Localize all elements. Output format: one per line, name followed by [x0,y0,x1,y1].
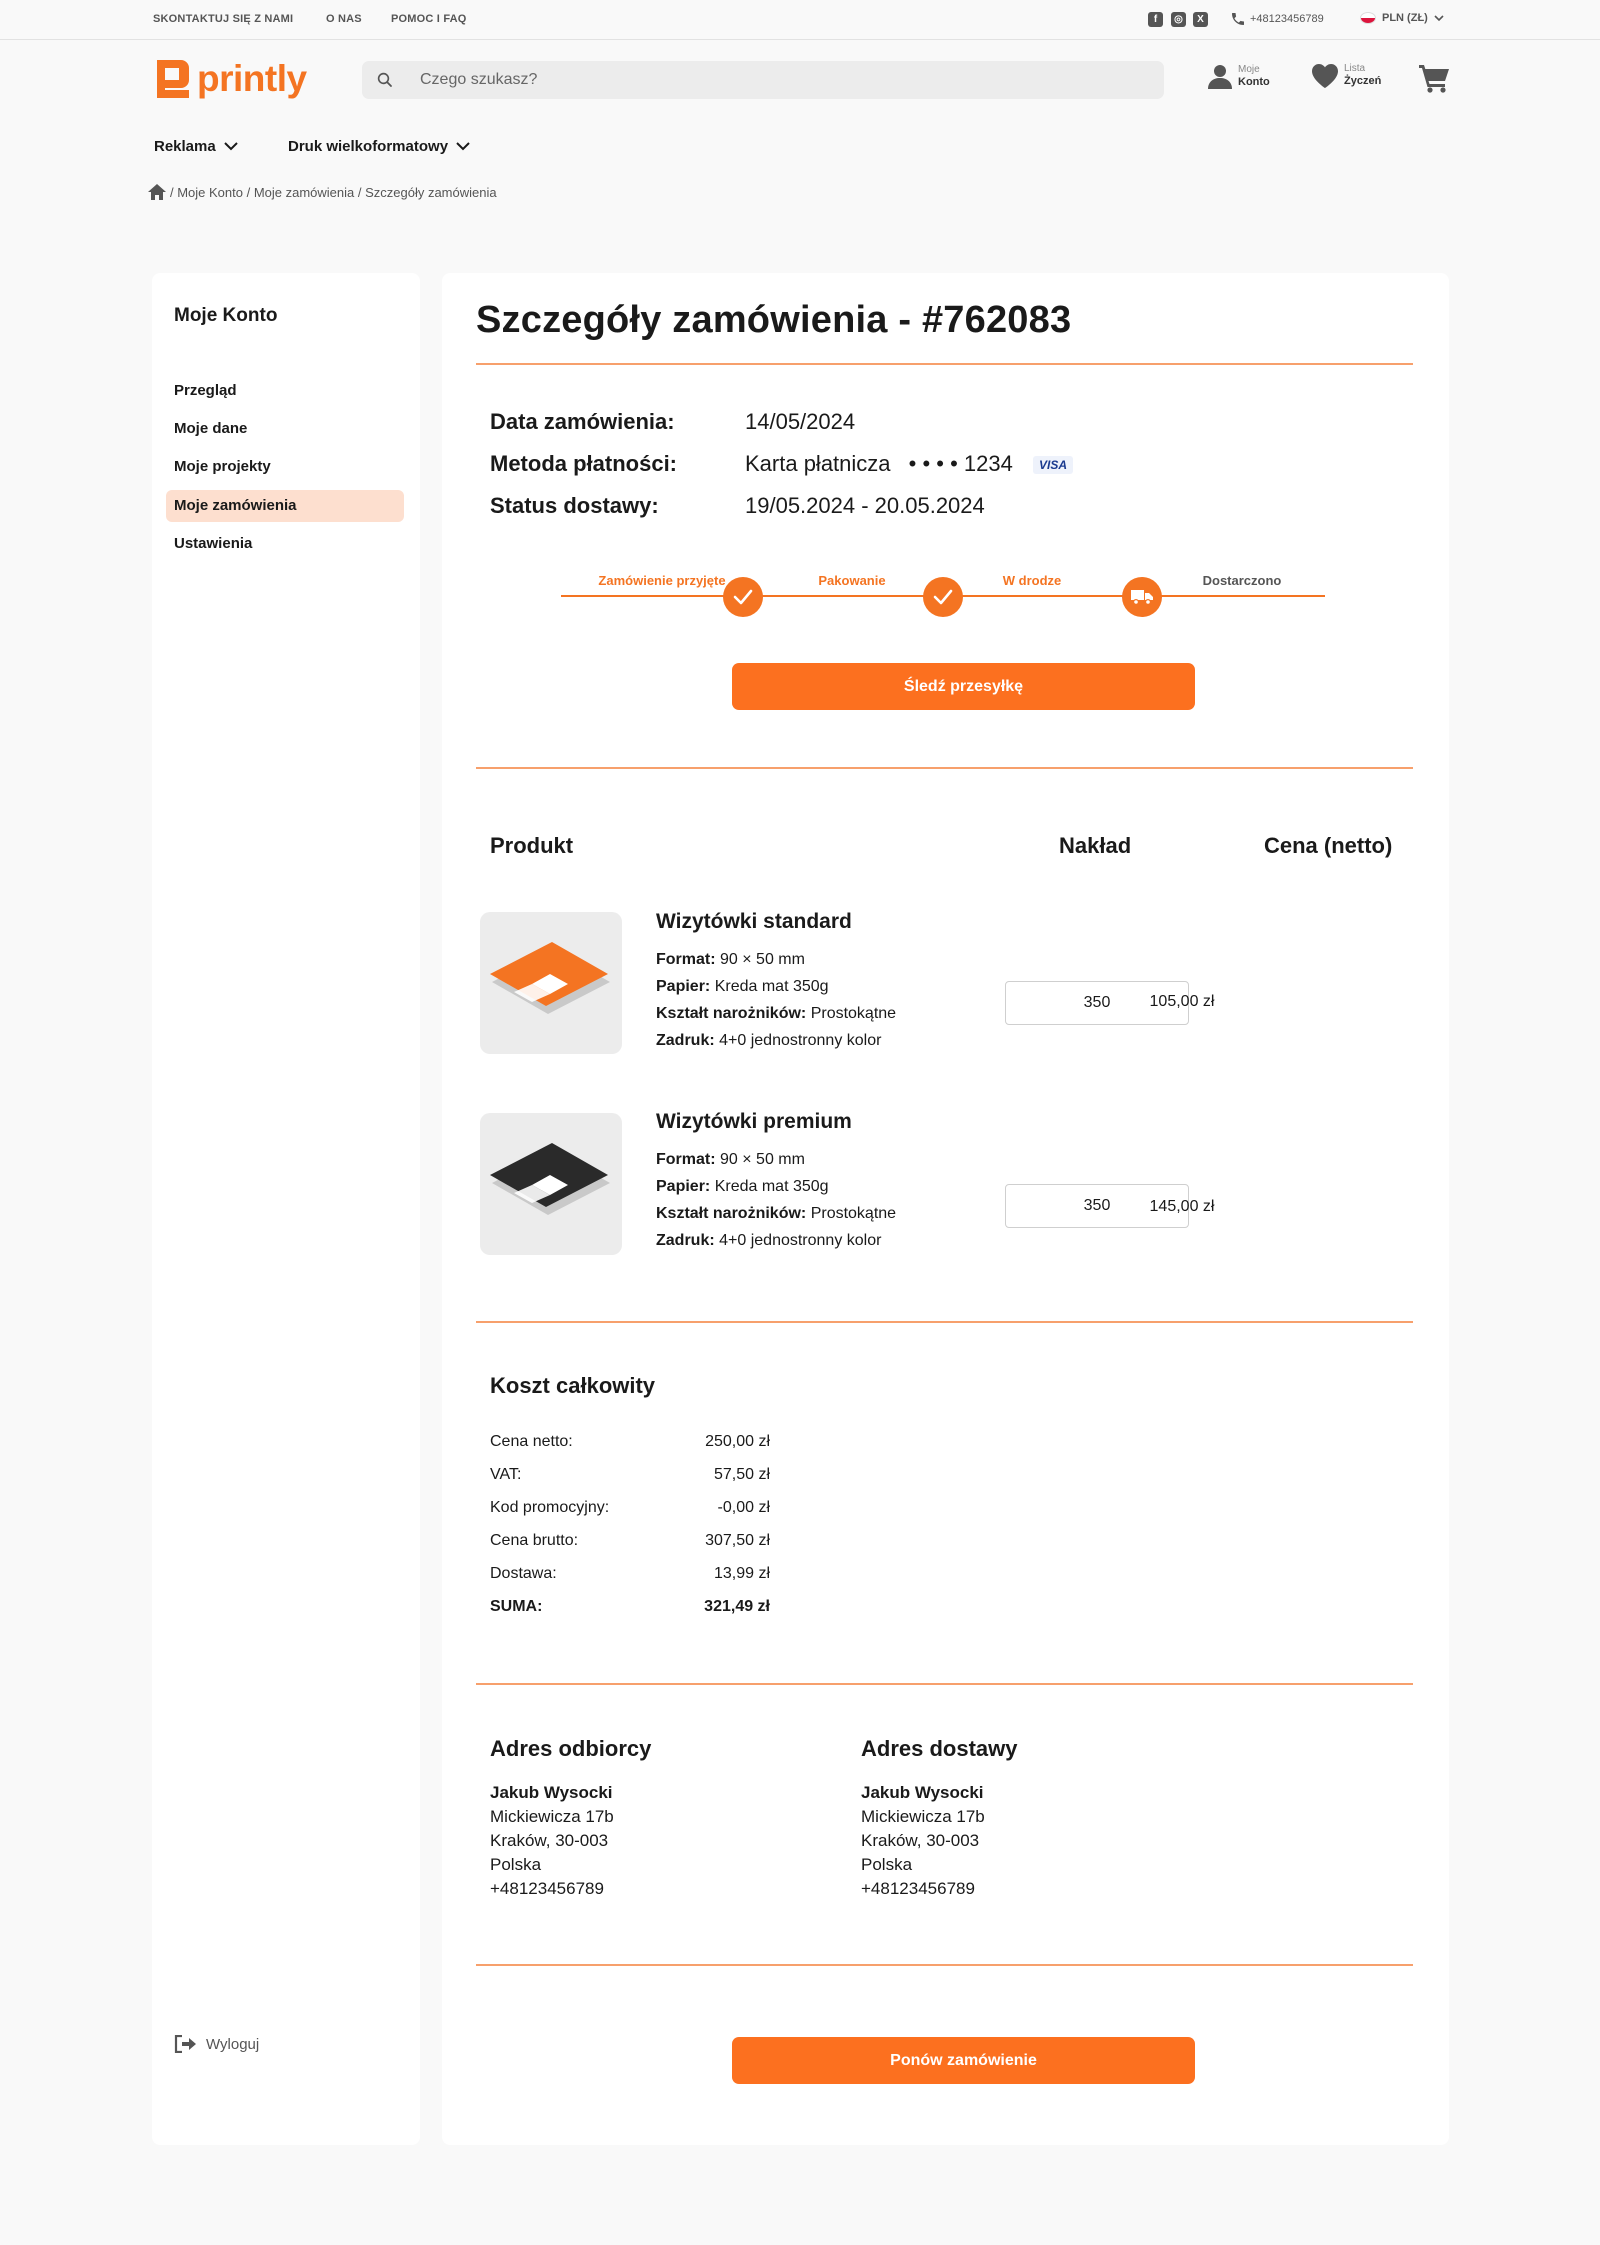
product-print [656,1232,881,1250]
breadcrumb [148,184,497,200]
logout-button[interactable] [174,2035,259,2053]
col-price-header: Cena (netto) [1264,833,1393,858]
instagram-icon[interactable]: ◎ [1171,12,1186,27]
product-format [656,951,805,969]
shipping-address [861,1781,985,1901]
nav-druk-label: Druk wielkoformatowy [288,138,449,155]
heart-icon [1312,64,1338,88]
shipping-address-title: Adres dostawy [861,1736,1018,1761]
divider [476,1683,1413,1685]
shipping-street: Mickiewicza 17b [861,1807,985,1826]
quantity-field: 350 [1005,1184,1189,1228]
format-value: 90 × 50 mm [720,1151,805,1168]
billing-country: Polska [490,1855,542,1874]
wishlist-button[interactable] [1312,63,1381,88]
check-icon [723,577,763,617]
total-row-value: 13,99 zł [713,1565,770,1582]
sidebar [152,273,420,2145]
search-input[interactable] [420,61,1140,99]
corners-value: Prostokątne [810,1005,897,1022]
product-image[interactable] [480,912,622,1054]
logout-label: Wyloguj [206,2035,260,2053]
product-format [656,1151,805,1169]
divider [476,363,1413,365]
nav-reklama[interactable] [154,138,238,155]
cart-icon[interactable] [1419,65,1449,98]
flag-icon [1360,12,1376,24]
account-small-label: Moje [1238,63,1260,75]
logo-text: printly [197,58,307,99]
currency-label: PLN (ZŁ) [1382,12,1428,24]
format-label: Format: [656,951,716,968]
user-icon [1208,63,1232,89]
step-accepted-label: Zamówienie przyjęte [598,573,726,588]
format-value: 90 × 50 mm [720,951,805,968]
wishlist-big-label: Życzeń [1344,75,1382,87]
step-delivered-label: Dostarczono [1202,573,1282,588]
order-date-label: Data zamówienia: [490,409,675,434]
shipping-city: Kraków, 30-003 [861,1831,980,1850]
top-bar [0,0,1600,40]
x-icon[interactable]: X [1193,12,1208,27]
total-row-label: Kod promocyjny: [490,1499,610,1516]
page-title: Szczegóły zamówienia - #762083 [476,299,1072,341]
billing-street: Mickiewicza 17b [490,1807,614,1826]
total-row-value: 307,50 zł [705,1532,770,1549]
truck-icon [1122,577,1162,617]
delivery-status-label: Status dostawy: [490,493,659,518]
quantity-field: 350 [1005,981,1189,1025]
billing-name: Jakub Wysocki [490,1783,613,1802]
total-row-value: -0,00 zł [717,1499,770,1516]
col-qty-header: Nakład [1059,833,1132,858]
account-button[interactable] [1208,63,1270,89]
total-row-value: 57,50 zł [713,1466,770,1483]
payment-method-value [745,451,1073,477]
account-big-label: Konto [1238,75,1270,88]
corners-label: Kształt narożników: [656,1005,807,1022]
paper-value: Kreda mat 350g [714,1178,829,1195]
billing-phone: +48123456789 [490,1879,604,1898]
card-digits: • • • • 1234 [908,451,1013,476]
facebook-icon[interactable]: f [1148,12,1163,27]
col-product-header: Produkt [490,833,574,858]
product-paper [656,978,829,996]
total-row-label: Cena netto: [490,1433,573,1450]
nav-reklama-label: Reklama [154,138,216,155]
shipping-phone: +48123456789 [861,1879,975,1898]
chevron-down-icon [456,142,470,151]
billing-address [490,1781,614,1901]
sidebar-item-overview[interactable]: Przegląd [174,382,237,399]
grand-total-label: SUMA: [490,1598,543,1615]
check-icon [923,577,963,617]
paper-label: Papier: [656,978,711,995]
print-value: 4+0 jednostronny kolor [719,1232,882,1249]
step-shipping-label: W drodze [1002,573,1062,588]
print-label: Zadruk: [656,1232,715,1249]
product-corners [656,1005,896,1023]
divider [476,1964,1413,1966]
track-shipment-button[interactable]: Śledź przesyłkę [732,663,1195,710]
sidebar-item-my-data[interactable]: Moje dane [174,420,248,437]
contact-link[interactable]: SKONTAKTUJ SIĘ Z NAMI [153,13,294,25]
payment-method-label: Metoda płatności: [490,451,678,476]
product-print [656,1032,881,1050]
visa-badge: VISA [1033,456,1073,474]
delivery-status-value: 19/05.2024 - 20.05.2024 [745,493,985,518]
sidebar-item-orders[interactable]: Moje zamówienia [166,490,404,522]
sidebar-item-settings[interactable]: Ustawienia [174,535,253,552]
product-paper [656,1178,829,1196]
product-price: 145,00 zł [1149,1198,1215,1215]
paper-value: Kreda mat 350g [714,978,829,995]
logo-mark [153,60,189,98]
billing-address-title: Adres odbiorcy [490,1736,652,1761]
shipping-name: Jakub Wysocki [861,1783,984,1802]
nav-druk[interactable] [288,138,470,155]
about-link[interactable]: O NAS [326,13,362,25]
product-name[interactable]: Wizytówki premium [656,1110,852,1133]
currency-selector[interactable] [1360,12,1444,24]
total-row-label: VAT: [490,1466,522,1483]
format-label: Format: [656,1151,716,1168]
phone-icon [1230,11,1246,32]
corners-label: Kształt narożników: [656,1205,807,1222]
help-link[interactable]: POMOC I FAQ [391,13,467,25]
total-row-value: 250,00 zł [705,1433,770,1450]
breadcrumb-trail[interactable]: / Moje Konto / Moje zamówienia / Szczegóły zamówienia [170,184,497,200]
product-corners [656,1205,896,1223]
corners-value: Prostokątne [810,1205,897,1222]
chevron-down-icon [1434,15,1444,22]
totals-title: Koszt całkowity [490,1373,656,1398]
product-image[interactable] [480,1113,622,1255]
product-price: 105,00 zł [1149,993,1215,1010]
reorder-button[interactable]: Ponów zamówienie [732,2037,1195,2084]
step-packing-label: Pakowanie [818,573,886,588]
product-name[interactable]: Wizytówki standard [656,910,852,933]
print-value: 4+0 jednostronny kolor [719,1032,882,1049]
home-icon[interactable] [148,184,166,200]
order-date-value: 14/05/2024 [745,409,856,434]
paper-label: Papier: [656,1178,711,1195]
search-bar[interactable] [362,61,1164,99]
grand-total-value: 321,49 zł [704,1598,770,1615]
shipping-country: Polska [861,1855,913,1874]
wishlist-small-label: Lista [1344,63,1366,74]
total-row-label: Dostawa: [490,1565,557,1582]
divider [476,767,1413,769]
payment-method-text: Karta płatnicza [745,451,891,476]
billing-city: Kraków, 30-003 [490,1831,609,1850]
order-details-panel [442,273,1449,2145]
divider [476,1321,1413,1323]
sidebar-title: Moje Konto [174,305,278,326]
sidebar-item-projects[interactable]: Moje projekty [174,458,271,475]
logout-icon [174,2035,196,2053]
search-icon[interactable] [376,71,394,94]
logo[interactable] [153,58,307,100]
chevron-down-icon [224,142,238,151]
phone-number[interactable]: +48123456789 [1250,13,1324,25]
total-row-label: Cena brutto: [490,1532,579,1549]
print-label: Zadruk: [656,1032,715,1049]
